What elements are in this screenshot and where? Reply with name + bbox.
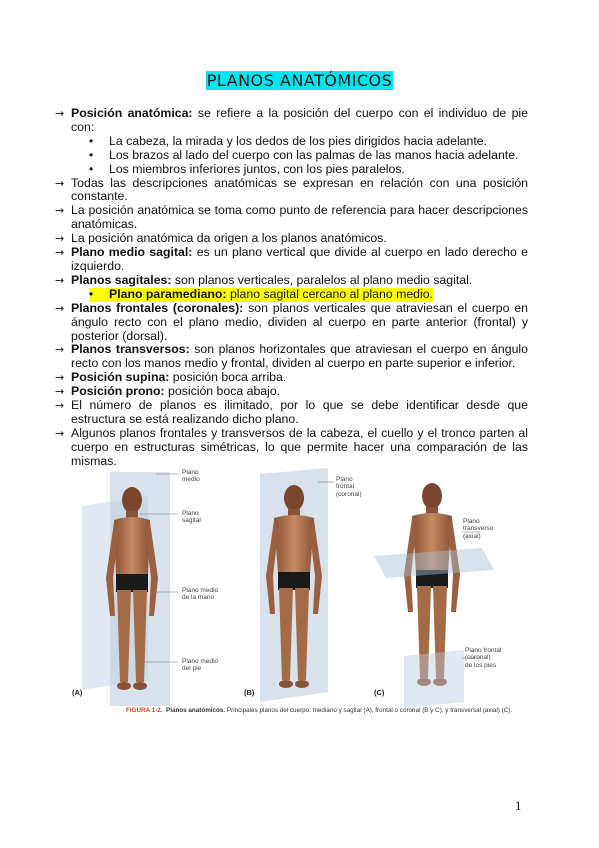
list-item [55,274,528,288]
term: Posición supina: [71,370,170,385]
arrow-icon: → [55,232,65,246]
term: Posición anatómica: [71,106,193,120]
sub-text: Los miembros inferiores juntos, con los pies paralelos. [109,161,405,176]
arrow-icon: → [55,343,65,357]
definition: es un plano vertical que divide al cuerpo en lado derecho e izquierdo. [71,245,528,273]
definition: son planos verticales, paralelos al plano medio sagital. [171,272,473,287]
page-number: 1 [515,798,522,813]
label-plano-medio-pie: Plano medio del pie [182,658,219,673]
arrow-icon: → [55,176,65,190]
arrow-icon: → [55,246,65,260]
arrow-icon: → [55,273,65,287]
list-item [55,399,528,427]
sub-text: Los brazos al lado del cuerpo con las palmas de las manos hacia adelante. [109,147,519,162]
panel-label-c: (C) [374,688,385,697]
list-item [55,302,528,344]
label-plano-transverso: Plano transverso (axial) [463,518,494,540]
term: Planos transversos: [71,342,190,357]
definition: se refiere a la posición del cuerpo con el individuo de pie con: [71,106,528,134]
term: Planos frontales (coronales): [71,300,244,315]
arrow-icon: → [55,371,65,385]
item-text: La posición anatómica se toma como punto de referencia para hacer descripciones anatómicas. [71,203,528,232]
definition: posición boca arriba. [169,370,287,385]
term: Plano medio sagital: [71,245,193,260]
arrow-icon: → [55,385,65,399]
transverse-plane-shape [374,548,494,578]
feet-frontal-plane-shape [404,650,464,708]
definition: son planos verticales que atraviesan el cuerpo en ángulo recto con el plano medio, dividen al cuerpo en parte anterior (frontal) y posterior (dorsal). [71,300,528,343]
list-item [55,246,528,274]
anatomical-planes-figure [70,466,520,714]
item-text: La posición anatómica da origen a los planos anatómicos. [71,231,387,246]
item-text: Algunos planos frontales y transversos de la cabeza, el cuello y el tronco parten al cuerpo en estructuras simétricas, lo que permite hacer una comparación de las mismas. [71,425,528,468]
term: Planos sagitales: [71,272,172,287]
label-plano-sagital: Plano sagital [182,510,201,525]
bullet-icon: • [89,133,94,148]
item-text: Todas las descripciones anatómicas se expresan en relación con una posición constante. [71,175,528,204]
term: Posición prono: [71,384,165,399]
arrow-icon: → [55,204,65,218]
arrow-icon: → [55,426,65,440]
list-item [55,427,528,469]
definition: son planos horizontales que atraviesan el cuerpo en ángulo recto con los manos medio y frontal, dividen al cuerpo en parte superior e inferior. [71,342,528,371]
panel-label-a: (A) [72,688,83,697]
list-item [55,204,528,232]
sub-item [55,163,528,177]
definition: plano sagital cercano al plano medio. [226,286,433,301]
definition: posición boca abajo. [164,384,281,399]
sub-text: La cabeza, la mirada y los dedos de los pies dirigidos hacia adelante. [109,133,488,148]
panel-label-b: (B) [244,688,255,697]
arrow-icon: → [55,301,65,315]
bullet-icon: • [89,147,94,162]
list-item [55,107,528,135]
list-item [55,385,528,399]
list-item [55,343,528,371]
highlighted-item [89,288,433,302]
item-text: El número de planos es ilimitado, por lo que se debe identificar desde que estructura se está realizando dicho plano. [71,398,528,426]
label-plano-frontal-pies: Plano frontal (coronal) de los pies [465,647,502,669]
arrow-icon: → [55,107,65,120]
sub-item [55,149,528,163]
title-text: PLANOS ANATÓMICOS [206,71,393,90]
bullet-icon: • [89,286,94,301]
bullet-icon: • [89,161,94,176]
label-plano-medio: Plano medio [182,469,200,484]
term: Plano paramediano: [109,286,227,301]
label-plano-frontal: Plano frontal (coronal) [336,476,362,498]
figure-caption: FIGURA 1-2. Planos anatómicos. Principales planos del cuerpo: mediano y sagital (A), frontal o coronal (B y C), y transversal (axial) (C). [126,707,513,714]
list-item [55,371,528,385]
label-plano-medio-mano: Plano medio de la mano [182,587,219,602]
sub-item [55,288,528,302]
list-item [55,232,528,246]
arrow-icon: → [55,399,65,413]
notes-list [55,107,528,469]
figure-illustration [70,466,520,714]
page-title [0,71,599,91]
list-item [55,177,528,205]
sub-item [55,135,528,149]
